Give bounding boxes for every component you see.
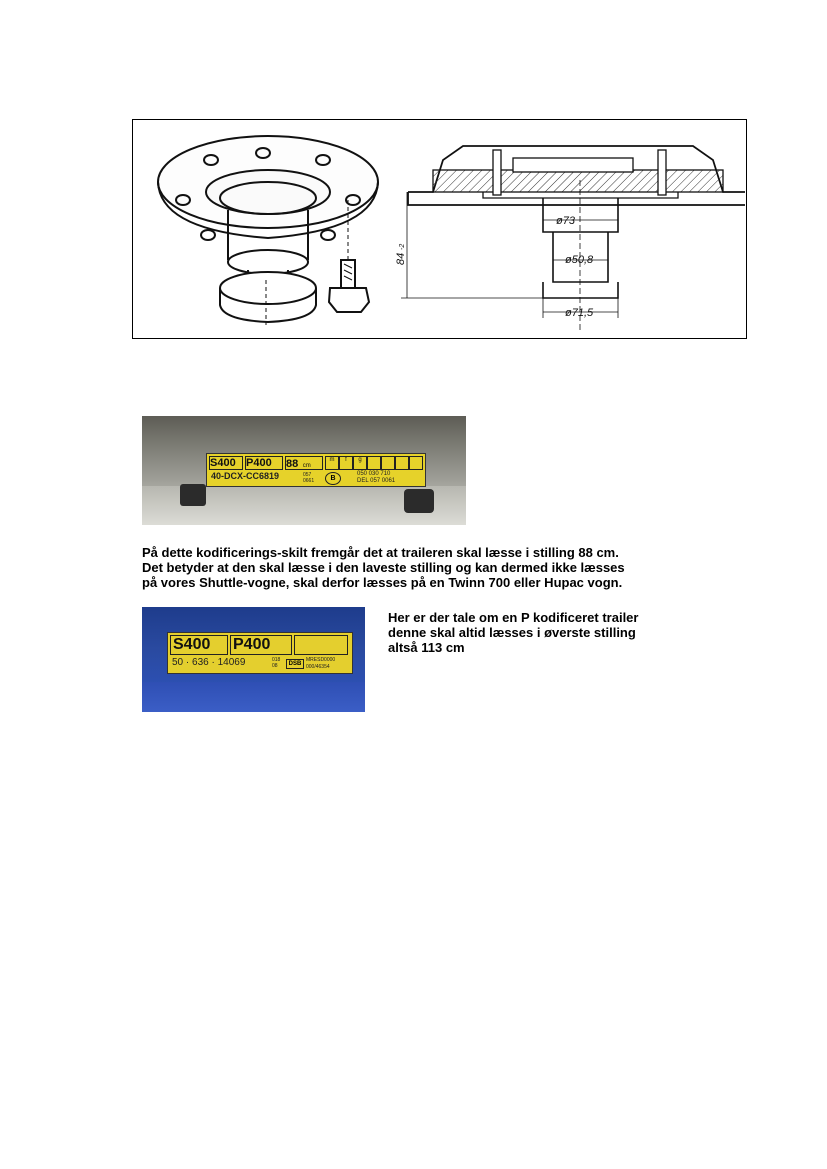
dimension-84: 84 [395, 252, 407, 265]
plate2-s-code: S400 [170, 635, 228, 655]
king-pin-cross-section [401, 146, 745, 330]
plate1-p-code: P400 [245, 456, 283, 470]
plate2-badge: DSB [286, 659, 304, 669]
plate2-small-code: 018 08 [272, 657, 281, 669]
plate1-serial: 40-DCX-CC6819 [211, 471, 280, 481]
plate1-height: 88 [286, 458, 299, 470]
plate1-number-top: 050 030 710 [357, 471, 391, 477]
caption-side-line: denne skal altid læsses i øverste stilling [388, 625, 636, 640]
plate1-height-unit: cm [302, 463, 311, 469]
king-pin-drawing-svg [133, 120, 748, 340]
code-plate-photo-88cm [142, 416, 466, 525]
caption-side-line: altså 113 cm [388, 640, 465, 655]
king-pin-perspective-view [158, 136, 378, 325]
code-plate-2 [167, 632, 353, 674]
caption-main-line: Det betyder at den skal læsse i den laveste stilling og kan dermed ikke læsses [142, 560, 625, 575]
plate2-number-bottom: 000/46354 [306, 664, 330, 670]
plate1-small-code: 057 0661 [303, 472, 315, 484]
caption-88cm-explanation [142, 545, 742, 590]
plate1-number-bottom: DEL 057 0061 [357, 478, 396, 484]
plate1-col-m: m [325, 456, 339, 470]
code-plate-1 [206, 453, 426, 487]
dimension-50-8: ø50,8 [565, 254, 594, 266]
plate2-empty-cell [294, 635, 348, 655]
plate1-empty-cell [367, 456, 381, 470]
caption-side-line: Her er der tale om en P kodificeret trailer [388, 610, 639, 625]
plate1-empty-cell [381, 456, 395, 470]
plate1-empty-cell [395, 456, 409, 470]
rubber-stop-right [404, 489, 434, 513]
trailer-lower-panel [142, 682, 365, 712]
plate1-height-cell [285, 456, 323, 470]
plate1-badge: B [325, 472, 341, 485]
caption-main-line: På dette kodificerings-skilt fremgår det at traileren skal læsse i stilling 88 cm. [142, 545, 619, 560]
caption-main-line: på vores Shuttle-vogne, skal derfor læsses på en Twinn 700 eller Hupac vogn. [142, 575, 623, 590]
caption-p-coded-explanation [388, 610, 728, 655]
plate2-p-code: P400 [230, 635, 292, 655]
plate1-empty-cell [409, 456, 423, 470]
plate2-number-top: MRESD0000 [306, 657, 336, 663]
plate2-serial: 50 · 636 · 14069 [172, 657, 246, 668]
plate1-s-code: S400 [209, 456, 243, 470]
king-pin-technical-drawing [132, 119, 747, 339]
dimension-84-tolerance: -2 [399, 243, 406, 250]
rubber-stop-left [180, 484, 206, 506]
dimension-73: ø73 [556, 215, 575, 227]
plate1-col-g: g [353, 456, 367, 470]
dimension-71-5: ø71,5 [565, 307, 594, 319]
plate1-col-f: f [339, 456, 353, 470]
code-plate-photo-p-coded [142, 607, 365, 712]
